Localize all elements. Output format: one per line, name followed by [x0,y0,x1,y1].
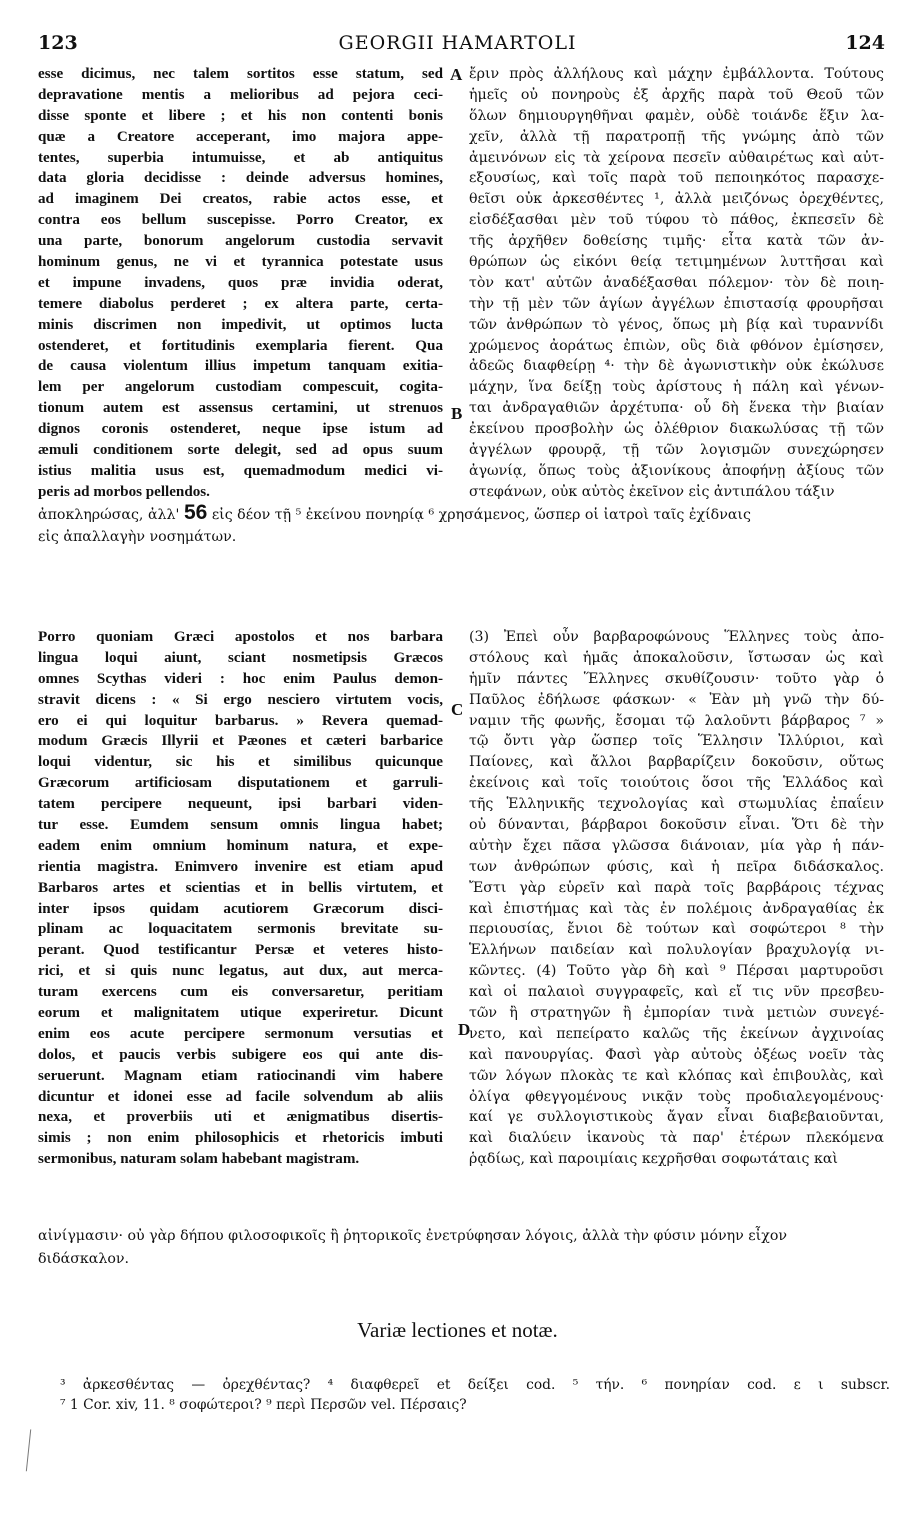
greek-text-line: θρώπων ὡς εἰκόνι θείᾳ τετιμημένων λυττῆσαι καὶ [469,254,884,271]
latin-text-line: perant. Quod testificantur Persæ et veteres histo- [38,942,443,959]
margin-marker-b: B [451,404,463,423]
greek-text-line: θεῖσι οὐκ ἀρκεσθέντες ¹, ἀλλὰ μειζόνως ὀρεχθέντες, [469,191,884,208]
margin-marker-a: A [450,65,463,84]
latin-text-line: lem per angelorum custodiam compescuit, cogita- [38,379,443,396]
page-reference-number: 56 [183,501,208,524]
running-title: GEORGII HAMARTOLI [338,32,577,54]
greek-text-line: εξουσίως, καὶ τοῖς παρὰ τοῦ πεποιηκότος παρασχε- [469,170,884,187]
greek-text-line: τῶν ἀνθρώπων τὸ γένος, ὅπως μὴ βίᾳ καὶ τυραννίδι [469,316,884,333]
latin-text-line: loqui videntur, sic his et similibus quicunque [38,754,443,771]
greek-text-line: τῶν λόγων πλοκὰς τε καὶ κλόπας καὶ ἐπιβουλὰς, καὶ [469,1067,884,1084]
greek-text-line: Ἔστι γὰρ εὑρεῖν καὶ παρὰ τοῖς βαρβάροις τέχνας [469,879,884,896]
greek-text-line: τῶν ἢ στρατηγῶν ἢ ἐμπορίαν τινὰ μετιὼν συνεγέ- [469,1005,884,1022]
greek-line-part-a: ἀποκληρώσας, ἀλλ' [38,507,180,523]
latin-text-line: rientia magistra. Enimvero invenire est etiam apud [38,858,443,875]
latin-text-line: dicuntur et idonei esse ad facile solvendum ab aliis [38,1088,443,1105]
greek-text-line: καὶ οἱ παλαιοὶ συγγραφεῖς, καὶ εἴ τις νῦν πρεσβευ- [469,984,884,1001]
page-number-left: 123 [38,32,78,54]
greek-text-line: νετο, καὶ πεπείρατο καλῶς τῆς ἐκείνων ἀγχινοίας [469,1025,884,1042]
margin-marker-c: C [451,700,464,719]
latin-text-line: eorum et malignitatem utique experiretur. Dicunt [38,1005,443,1022]
latin-text-line: una parte, bonorum angelorum custodia servavit [38,233,443,250]
greek-text-line: ἀγγέλων φρουρᾷ, τῇ τῶν λογισμῶν συνεχώρησεν [469,442,884,459]
greek-text-line: ἀμεινόνων εἰς τὰ χείρονα πεσεῖν αὐθαιρέτως καὶ αὐτ- [469,149,884,166]
greek-text-line: αὐτὴν ἔχει πᾶσα γλῶσσα διάνοιαν, μία γὰρ ἡ πάν- [469,837,884,854]
greek-text-line: τῆς ἀρχῆθεν δοθείσης τιμῆς· εἶτα κατὰ τῶν ἀν- [469,233,884,250]
latin-text-line: inter ipsos quidam acutiorem Græcorum disci- [38,900,443,917]
greek-column-section1 [469,64,884,503]
page-number-right: 124 [845,32,885,54]
latin-text-line: istius malitia usus est, quemadmodum medici vi- [38,462,443,479]
latin-text-line: dignos coronis ostenderet, neque ipse istum ad [38,421,443,438]
greek-text-line: μάχην, ἵνα δείξῃ τοὺς ἀρίστους ἡ πάλη καὶ γένων- [469,379,884,396]
greek-text-line: Παίονες, καὶ ἄλλοι βαρβαρίζειν δοκοῦσιν, οὕτως [469,754,884,771]
greek-text-line: ἀδεῶς διαφθείρῃ ⁴· τὴν δὲ ἀγωνιστικὴν οὐκ ἐκώλυσε [469,358,884,375]
latin-text-line: tatem percipere nequeunt, ipsi barbari viden- [38,796,443,813]
greek-text-line: (3) Ἐπεὶ οὖν βαρβαροφώνους Ἕλληνες τοὺς ἀπο- [469,629,884,645]
latin-text-line: et impune invadens, quos præ invidia oderat, [38,274,443,291]
greek-text-line: καὶ ἐπιστήμας καὶ τὰς ἐν πολέμοις ἀνδραγαθίας ἐκ [469,900,884,917]
full-width-greek-line-end: διδάσκαλον. [38,1251,130,1267]
latin-text-line: esse dicimus, nec talem sortitos esse statum, sed [38,66,443,82]
full-width-greek-line: αἰνίγμασιν· οὐ γὰρ δήπου φιλοσοφικοῖς ἢ ῥητορικοῖς ἐνετρύφησαν λόγοις, ἀλλὰ τὴν φύσιν μόνην εἶχον [38,1228,787,1244]
greek-text-line: κῶντες. (4) Τοῦτο γὰρ δὴ καὶ ⁹ Πέρσαι μαρτυροῦσι [469,963,884,980]
latin-text-line: contra eos bellum suscepisse. Porro Creator, ex [38,212,443,229]
greek-text-line: οὐ δύνανται, βάρβαροι δοκοῦσιν εἶναι. Ὅτι δὲ τὴν [469,817,884,834]
latin-text-line: Græcorum artificiosam disputationem et garruli- [38,775,443,792]
latin-text-line: tionum autem est assensus certamini, ut strenuos [38,400,443,417]
footnote-line: ⁷ 1 Cor. xiv, 11. ⁸ σοφώτεροι? ⁹ περὶ Περσῶν vel. Πέρσαις? [60,1397,467,1413]
greek-text-line: τῷ ὄντι γὰρ ὥσπερ τοῖς Ἕλλησιν Ἰλλύριοι, καὶ [469,733,884,750]
greek-text-line: καί γε συλλογιστικοὺς ἄγαν εἶναι διαβεβαιοῦνται, [469,1109,884,1126]
latin-text-line: æmuli conditionem sorte delegit, sed ad opus suum [38,442,443,459]
latin-text-line: peris ad morbos pellendos. [38,483,210,500]
latin-text-line: Barbaros artes et scientias et in bellis virtutem, et [38,879,443,896]
latin-text-line: hominum genus, ne vi et tyrannica potestate usus [38,254,443,271]
latin-text-line: ad imaginem Dei creatos, rabie actos esse, et [38,191,443,208]
greek-text-line: ἔριν πρὸς ἀλλήλους καὶ μάχην ἐμβάλλοντα. Τούτους [469,66,884,82]
latin-column-section2 [38,627,443,1170]
greek-line-part-b: εἰς δέον τῇ ⁵ ἐκείνου πονηρίᾳ ⁶ χρησάμενος, ὥσπερ οἱ ἰατροὶ ταῖς ἐχίδναις [211,507,751,523]
latin-text-line: sermonibus, naturam solam habebant magistram. [38,1151,360,1168]
latin-text-line: seruerunt. Magnam etiam ratiocinandi vim habere [38,1067,443,1084]
full-width-greek-line [38,503,884,526]
margin-marker-d: D [458,1020,471,1039]
latin-text-line: de causa violentum illius impetum tanquam exitia- [38,358,443,375]
latin-text-line: simis ; non enim philosophicis et rhetoricis imbuti [38,1130,443,1147]
latin-text-line: depravatione mentis a melioribus ad pejora ceci- [38,86,443,103]
latin-text-line: data gloria decidisse : deinde adversus homines, [38,170,443,187]
greek-text-line: των ἀνθρώπων φύσις, καὶ ἡ πεῖρα διδάσκαλος. [469,858,884,875]
latin-text-line: Porro quoniam Græci apostolos et nos barbara [38,629,443,645]
greek-text-line: περιουσίας, ἔνιοι δὲ τούτων καὶ σοφώτεροι ⁸ τὴν [469,921,884,938]
running-header [30,30,885,60]
greek-text-line: Παῦλος ἐδήλωσε φάσκων· « Ἐὰν μὴ γνῶ τὴν δύ- [469,691,884,708]
latin-text-line: minis discrimen non impedivit, ut optimos lucta [38,316,443,333]
greek-text-line: ἀγωνίᾳ, ὅπως τοὺς ἀξιονίκους ἀποφήνῃ ἀξίους τῶν [469,462,884,479]
greek-text-line: τὴν τῇ μὲν τῶν ἁγίων ἀγγέλων ἐπιστασίᾳ φρουρῆσαι [469,295,884,312]
notes-heading: Variæ lectiones et notæ. [357,1318,558,1342]
greek-text-line: τῆς Ἑλληνικῆς τεχνολογίας καὶ στωμυλίας ἐπαΐειν [469,796,884,813]
full-width-greek-line-end: εἰς ἀπαλλαγὴν νοσημάτων. [38,529,237,545]
greek-text-line: χεῖν, ἀλλὰ τῇ παρατροπῇ τῆς γνώμης ἀπὸ τῶν [469,128,884,145]
greek-text-line: ἡμῖν πάντες Ἕλληνες σκυθίζουσιν· τοῦτο γὰρ ὁ [469,670,884,687]
greek-text-line: καὶ πανουργίας. Φασὶ γὰρ αὐτοὺς ὀξέως νοεῖν τὰς [469,1046,884,1063]
greek-text-line: στεφάνων, οὐκ αὐτὸς ἐκεῖνον εἰς ἀντιπάλου τάξιν [469,483,835,500]
greek-text-line: στόλους καὶ ἡμᾶς ἀποκαλοῦσιν, ἴστωσαν ὡς καὶ [469,649,884,666]
latin-text-line: plinam ac loquacitatem sermonis brevitate su- [38,921,443,938]
latin-text-line: tur esse. Eumdem sensum omnis lingua habet; [38,817,443,834]
greek-text-line: ἐκείνου προσβολὴν ὡς ὀλέθριον διακωλύσας τῇ τῶν [469,421,884,438]
greek-text-line: ὀλίγα φθεγγομένους νικᾷν τοὺς προδιαλεγομένους· [469,1088,884,1105]
greek-text-line: ἐκείνοις καὶ τοῖς τοιούτοις ὅσοι τῆς Ἑλλάδος καὶ [469,775,884,792]
latin-column-section1 [38,64,443,503]
footnote-line: ³ ἀρκεσθέντας — ὀρεχθέντας? ⁴ διαφθερεῖ et δείξει cod. ⁵ τήν. ⁶ πονηρίαν cod. ε ι subscr. [60,1377,890,1393]
latin-text-line: ero ei qui loquitur barbarus. » Revera quemad- [38,712,443,729]
greek-text-line: ὅλων δημιουργηθῆναι φαμὲν, οὐδὲ τοιάνδε ἕξιν λα- [469,107,884,124]
greek-column-section2 [469,627,884,1170]
latin-text-line: enim eos acute percipere sermonum versutias et [38,1025,443,1042]
latin-text-line: turam exercens cum eis conversaretur, peritiam [38,984,443,1001]
latin-text-line: eadem enim omnium hominum natura, et expe- [38,837,443,854]
greek-text-line: εἰσδέξασθαι μὲν τοῦ τύφου τὸ πάθος, ἐκπεσεῖν δὲ [469,212,884,229]
latin-text-line: rici, et si quis nunc legatus, aut dux, aut merca- [38,963,443,980]
margin-pencil-mark [26,1429,43,1472]
greek-text-line: ναμιν τῆς φωνῆς, ἔσομαι τῷ λαλοῦντι βάρβαρος ⁷ » [469,712,884,729]
greek-text-line: Ἑλλήνων παιδείαν καὶ πολυλογίαν βραχυλογίᾳ νι- [469,942,884,959]
latin-text-line: disse sponte et libere ; et his non contenti bonis [38,107,443,124]
latin-text-line: lingua loqui aiunt, sciant nosmetipsis Græcos [38,649,443,666]
latin-text-line: dolos, et paucis verbis subigere eos qui ante dis- [38,1046,443,1063]
latin-text-line: ostenderet, et fortitudinis exemplaria fierent. Qua [38,337,443,354]
greek-text-line: χρώμενος ἀοράτως ἐπιὼν, οὓς διὰ φθόνον ἐμίσησεν, [469,337,884,354]
greek-text-line: καὶ διαλύειν ἱκανοὺς τὰ παρ' ἑτέρων πλεκόμενα [469,1130,884,1147]
latin-text-line: modum Græcis Illyrii et Pæones et cæteri barbarice [38,733,443,750]
greek-text-line: ἡμεῖς οὐ πονηροὺς ἐξ ἀρχῆς παρὰ τοῦ Θεοῦ τῶν [469,86,884,103]
greek-text-line: ται ἀνδραγαθιῶν ἀρχέτυπα· οὗ δὴ ἕνεκα τὴν βιαίαν [469,400,884,417]
latin-text-line: quæ a Creatore acceperant, imo majora appe- [38,128,443,145]
latin-text-line: omnes Scythas videri : hoc enim Paulus demon- [38,670,443,687]
latin-text-line: nexa, et proverbiis uti et ænigmatibus disertis- [38,1109,443,1126]
greek-text-line: ῥᾳδίως, καὶ παροιμίαις κεχρῆσθαι σοφωτάταις καὶ [469,1151,838,1168]
latin-text-line: temere diabolus perderet ; ex altera parte, certa- [38,295,443,312]
greek-text-line: τὸν κατ' αὐτῶν ἀναδέξασθαι πόλεμον· τὸν δὲ ποιη- [469,274,884,291]
latin-text-line: stravit dicens : « Si ergo nesciero virtutem vocis, [38,691,443,708]
latin-text-line: tentes, superbia intumuisse, et ab antiquitus [38,149,443,166]
